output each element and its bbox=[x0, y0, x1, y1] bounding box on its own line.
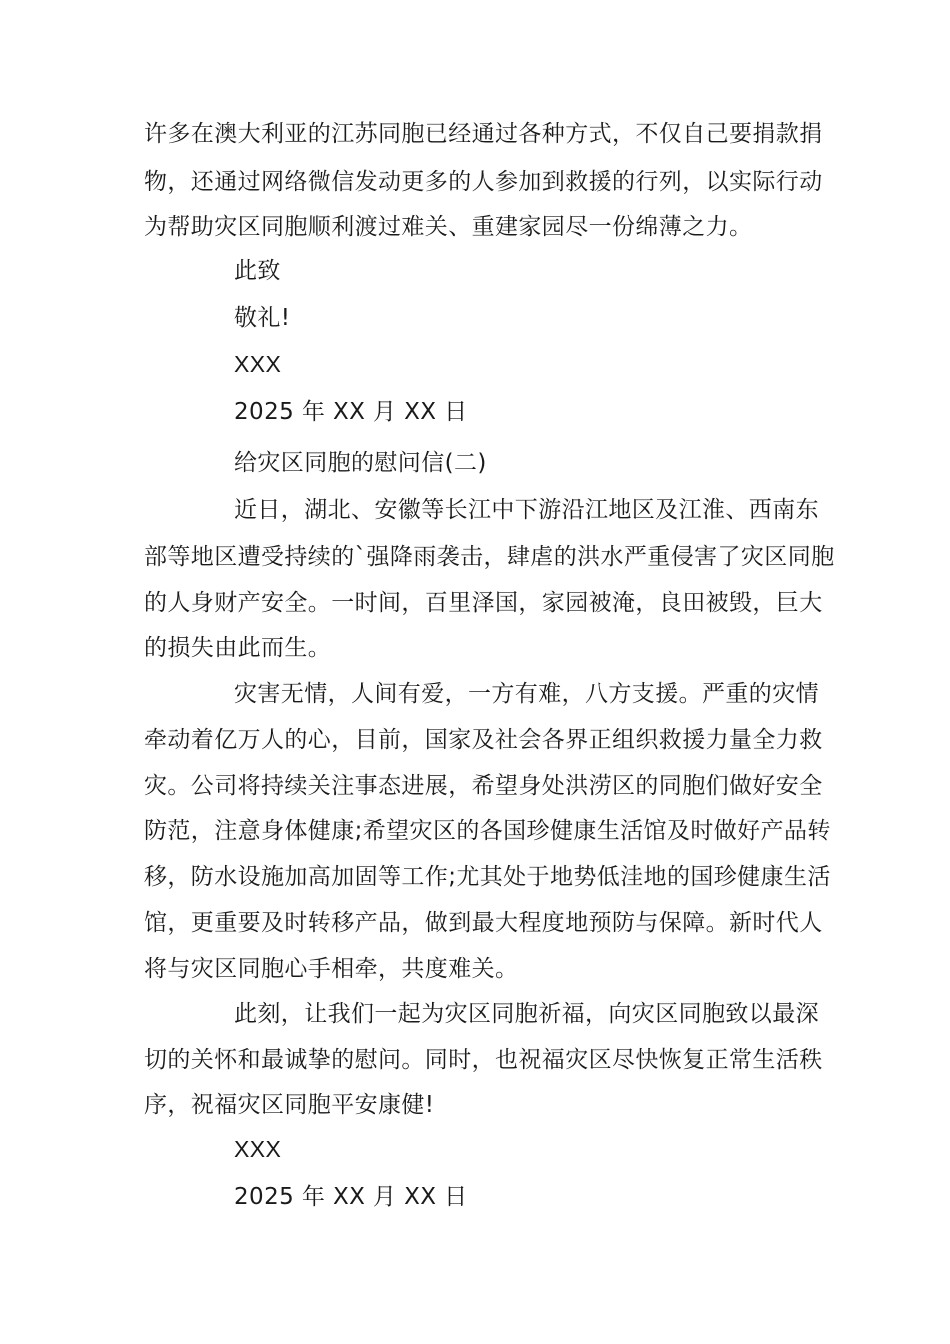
paragraph-line: 将与灾区同胞心手相牵，共度难关。 bbox=[144, 956, 519, 982]
letter-date: 2025 年 XX 月 XX 日 bbox=[234, 1184, 468, 1210]
closing-regards: 敬礼! bbox=[234, 305, 291, 331]
paragraph-line: 的人身财产安全。一时间，百里泽国，家园被淹，良田被毁，巨大 bbox=[144, 590, 823, 616]
paragraph-line: 此刻，让我们一起为灾区同胞祈福，向灾区同胞致以最深 bbox=[234, 1001, 819, 1027]
signer-name: XXX bbox=[234, 351, 282, 377]
closing-salutation: 此致 bbox=[234, 258, 281, 284]
paragraph-line: 物，还通过网络微信发动更多的人参加到救援的行列，以实际行动 bbox=[144, 169, 823, 195]
paragraph-line: 序，祝福灾区同胞平安康健! bbox=[144, 1092, 435, 1118]
paragraph-line: 防范，注意身体健康;希望灾区的各国珍健康生活馆及时做好产品转 bbox=[144, 818, 831, 844]
paragraph-line: 灾害无情，人间有爱，一方有难，八方支援。严重的灾情 bbox=[234, 681, 819, 707]
paragraph-line: 灾。公司将持续关注事态进展，希望身处洪涝区的同胞们做好安全 bbox=[144, 773, 823, 799]
paragraph-line: 为帮助灾区同胞顺利渡过难关、重建家园尽一份绵薄之力。 bbox=[144, 214, 753, 240]
paragraph-line: 牵动着亿万人的心，目前，国家及社会各界正组织救援力量全力救 bbox=[144, 727, 823, 753]
letter-title: 给灾区同胞的慰问信(二) bbox=[234, 450, 487, 476]
paragraph-line: 移，防水设施加高加固等工作;尤其处于地势低洼地的国珍健康生活 bbox=[144, 864, 831, 890]
paragraph-line: 的损失由此而生。 bbox=[144, 635, 332, 661]
paragraph-line: 部等地区遭受持续的`强降雨袭击，肆虐的洪水严重侵害了灾区同胞 bbox=[144, 544, 835, 570]
letter-date: 2025 年 XX 月 XX 日 bbox=[234, 399, 468, 425]
paragraph-line: 馆，更重要及时转移产品，做到最大程度地预防与保障。新时代人 bbox=[144, 910, 823, 936]
paragraph-line: 近日，湖北、安徽等长江中下游沿江地区及江淮、西南东 bbox=[234, 497, 819, 523]
signer-name: XXX bbox=[234, 1136, 282, 1162]
paragraph-line: 许多在澳大利亚的江苏同胞已经通过各种方式，不仅自己要捐款捐 bbox=[144, 121, 823, 147]
paragraph-line: 切的关怀和最诚挚的慰问。同时，也祝福灾区尽快恢复正常生活秩 bbox=[144, 1047, 823, 1073]
